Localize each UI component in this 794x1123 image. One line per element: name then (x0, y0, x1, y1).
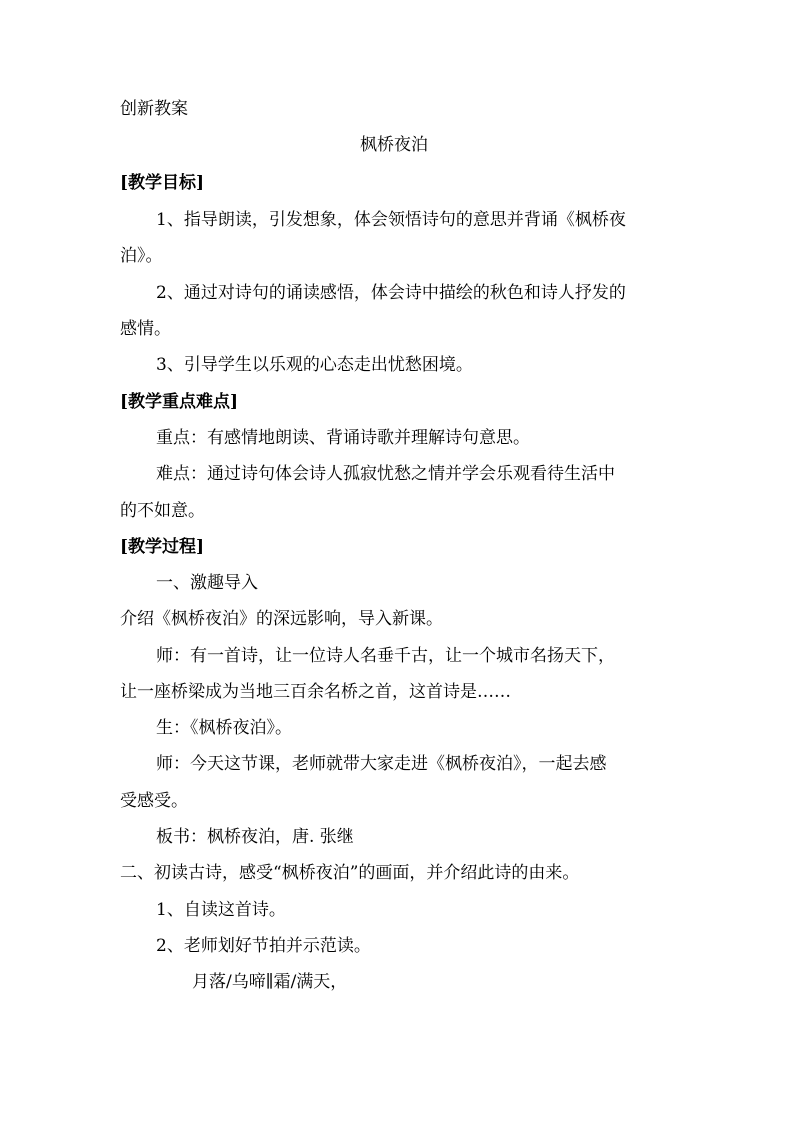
paragraph-line: 师：今天这节课，老师就带大家走进《枫桥夜泊》，一起去感 (156, 754, 607, 774)
section-heading-process: [教学过程] (120, 537, 205, 557)
document-header-label: 创新教案 (120, 99, 188, 119)
paragraph-line: 生：《枫桥夜泊》。 (156, 718, 292, 738)
paragraph-line: 一、激趣导入 (156, 573, 258, 593)
document-title: 枫桥夜泊 (360, 135, 428, 155)
paragraph-line: 难点：通过诗句体会诗人孤寂忧愁之情并学会乐观看待生活中 (156, 464, 615, 484)
paragraph-line: 让一座桥梁成为当地三百余名桥之首，这首诗是…… (120, 682, 511, 702)
paragraph-line: 3、引导学生以乐观的心态走出忧愁困境。 (156, 355, 473, 375)
paragraph-line: 二、初读古诗，感受“枫桥夜泊”的画面，并介绍此诗的由来。 (120, 863, 580, 883)
paragraph-line: 泊》。 (120, 246, 163, 266)
paragraph-line: 的不如意。 (120, 501, 205, 521)
section-heading-objectives: [教学目标] (120, 173, 205, 193)
paragraph-line: 介绍《枫桥夜泊》的深远影响，导入新课。 (120, 609, 443, 629)
paragraph-line: 板书：枫桥夜泊，唐. 张继 (156, 827, 354, 847)
paragraph-line: 感情。 (120, 319, 171, 339)
section-heading-key-points: [教学重点难点] (120, 392, 239, 412)
poem-line: 月落/乌啼∥霜/满天， (192, 972, 348, 992)
paragraph-line: 受感受。 (120, 791, 188, 811)
paragraph-line: 1、指导朗读，引发想象，体会领悟诗句的意思并背诵《枫桥夜 (156, 210, 626, 230)
paragraph-line: 2、通过对诗句的诵读感悟，体会诗中描绘的秋色和诗人抒发的 (156, 283, 626, 303)
paragraph-line: 2、老师划好节拍并示范读。 (156, 936, 371, 956)
paragraph-line: 师：有一首诗，让一位诗人名垂千古，让一个城市名扬天下， (156, 646, 615, 666)
paragraph-line: 重点：有感情地朗读、背诵诗歌并理解诗句意思。 (156, 428, 530, 448)
paragraph-line: 1、自读这首诗。 (156, 900, 286, 920)
